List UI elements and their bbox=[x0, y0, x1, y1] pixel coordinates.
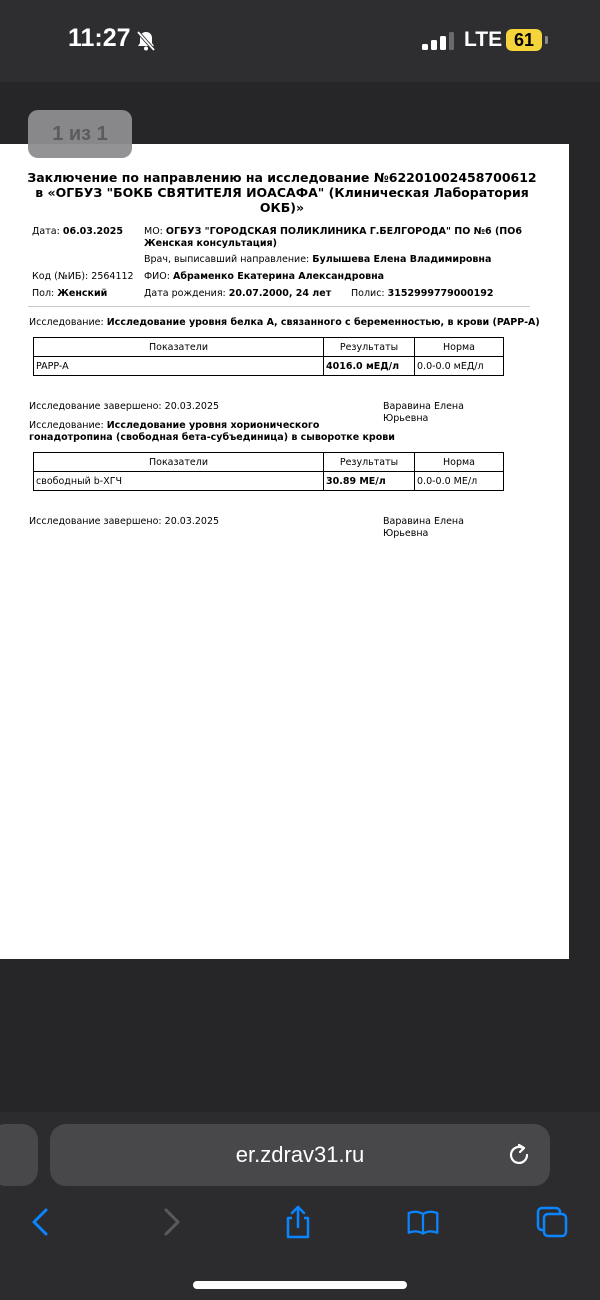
results-table-2 bbox=[33, 452, 504, 491]
mo-field: МО: ОГБУЗ "ГОРОДСКАЯ ПОЛИКЛИНИКА Г.БЕЛГОРОДА" ПО №6 (ПО6 Женская консультация) bbox=[144, 226, 522, 249]
tabs-icon[interactable] bbox=[535, 1204, 569, 1240]
battery-tip bbox=[545, 36, 548, 44]
norm-cell: 0.0-0.0 мЕД/л bbox=[415, 357, 504, 376]
executor-1: Варавина Елена Юрьевна bbox=[383, 401, 464, 424]
table-header-row bbox=[34, 338, 504, 357]
policy-field: Полис: 3152999779000192 bbox=[351, 288, 494, 299]
header-result: Результаты bbox=[324, 338, 415, 357]
address-bar[interactable] bbox=[50, 1124, 550, 1186]
bookmarks-icon[interactable] bbox=[406, 1204, 440, 1240]
indicator-cell: свободный b-ХГЧ bbox=[34, 472, 324, 491]
header-norm: Норма bbox=[415, 338, 504, 357]
bell-slash-icon bbox=[136, 30, 156, 52]
results-table-1 bbox=[33, 337, 504, 376]
result-cell: 30.89 МЕ/л bbox=[324, 472, 415, 491]
sex-field: Пол: Женский bbox=[32, 288, 108, 299]
header-indicator: Показатели bbox=[34, 338, 324, 357]
study-1-name: Исследование: Исследование уровня белка А, связанного с беременностью, в крови (PAPP-A) bbox=[29, 317, 540, 328]
completed-2: Исследование завершено: 20.03.2025 bbox=[29, 516, 220, 527]
previous-tab-preview[interactable] bbox=[0, 1124, 38, 1186]
code-field: Код (№ИБ): 2564112 bbox=[32, 271, 134, 282]
norm-cell: 0.0-0.0 МЕ/л bbox=[415, 472, 504, 491]
fio-field: ФИО: Абраменко Екатерина Александровна bbox=[144, 271, 385, 282]
table-row bbox=[34, 357, 504, 376]
page-counter: 1 из 1 bbox=[28, 110, 132, 158]
table-row bbox=[34, 472, 504, 491]
indicator-cell: PAPP-A bbox=[34, 357, 324, 376]
document-page bbox=[0, 144, 569, 959]
study-2-name: Исследование: Исследование уровня хорионического гонадотропина (свободная бета-субъединица) в сыворотке крови bbox=[29, 420, 395, 443]
header-indicator: Показатели bbox=[34, 453, 324, 472]
clock: 11:27 bbox=[68, 24, 131, 52]
completed-1: Исследование завершено: 20.03.2025 bbox=[29, 401, 220, 412]
table-header-row bbox=[34, 453, 504, 472]
header-norm: Норма bbox=[415, 453, 504, 472]
forward-icon[interactable] bbox=[154, 1204, 188, 1240]
doctor-field: Врач, выписавший направление: Булышева Елена Владимировна bbox=[144, 254, 492, 265]
carrier-label: LTE bbox=[464, 28, 503, 51]
document-title: Заключение по направлению на исследование №62201002458700612 в «ОГБУЗ "БОКБ СВЯТИТЕЛЯ ИОАСАФА" (Клиническая Лаборатория ОКБ)» bbox=[27, 170, 537, 215]
cellular-signal-icon bbox=[422, 32, 454, 50]
reload-icon[interactable] bbox=[506, 1142, 532, 1168]
share-icon[interactable] bbox=[281, 1204, 315, 1240]
battery-indicator: 61 bbox=[506, 29, 542, 51]
executor-2: Варавина Елена Юрьевна bbox=[383, 516, 464, 539]
result-cell: 4016.0 мЕД/л bbox=[324, 357, 415, 376]
divider bbox=[28, 306, 530, 307]
dob-field: Дата рождения: 20.07.2000, 24 лет bbox=[144, 288, 332, 299]
date-field: Дата: 06.03.2025 bbox=[32, 226, 123, 237]
url-text[interactable]: er.zdrav31.ru bbox=[235, 1142, 365, 1167]
header-result: Результаты bbox=[324, 453, 415, 472]
back-icon[interactable] bbox=[24, 1204, 58, 1240]
home-indicator[interactable] bbox=[193, 1281, 407, 1289]
